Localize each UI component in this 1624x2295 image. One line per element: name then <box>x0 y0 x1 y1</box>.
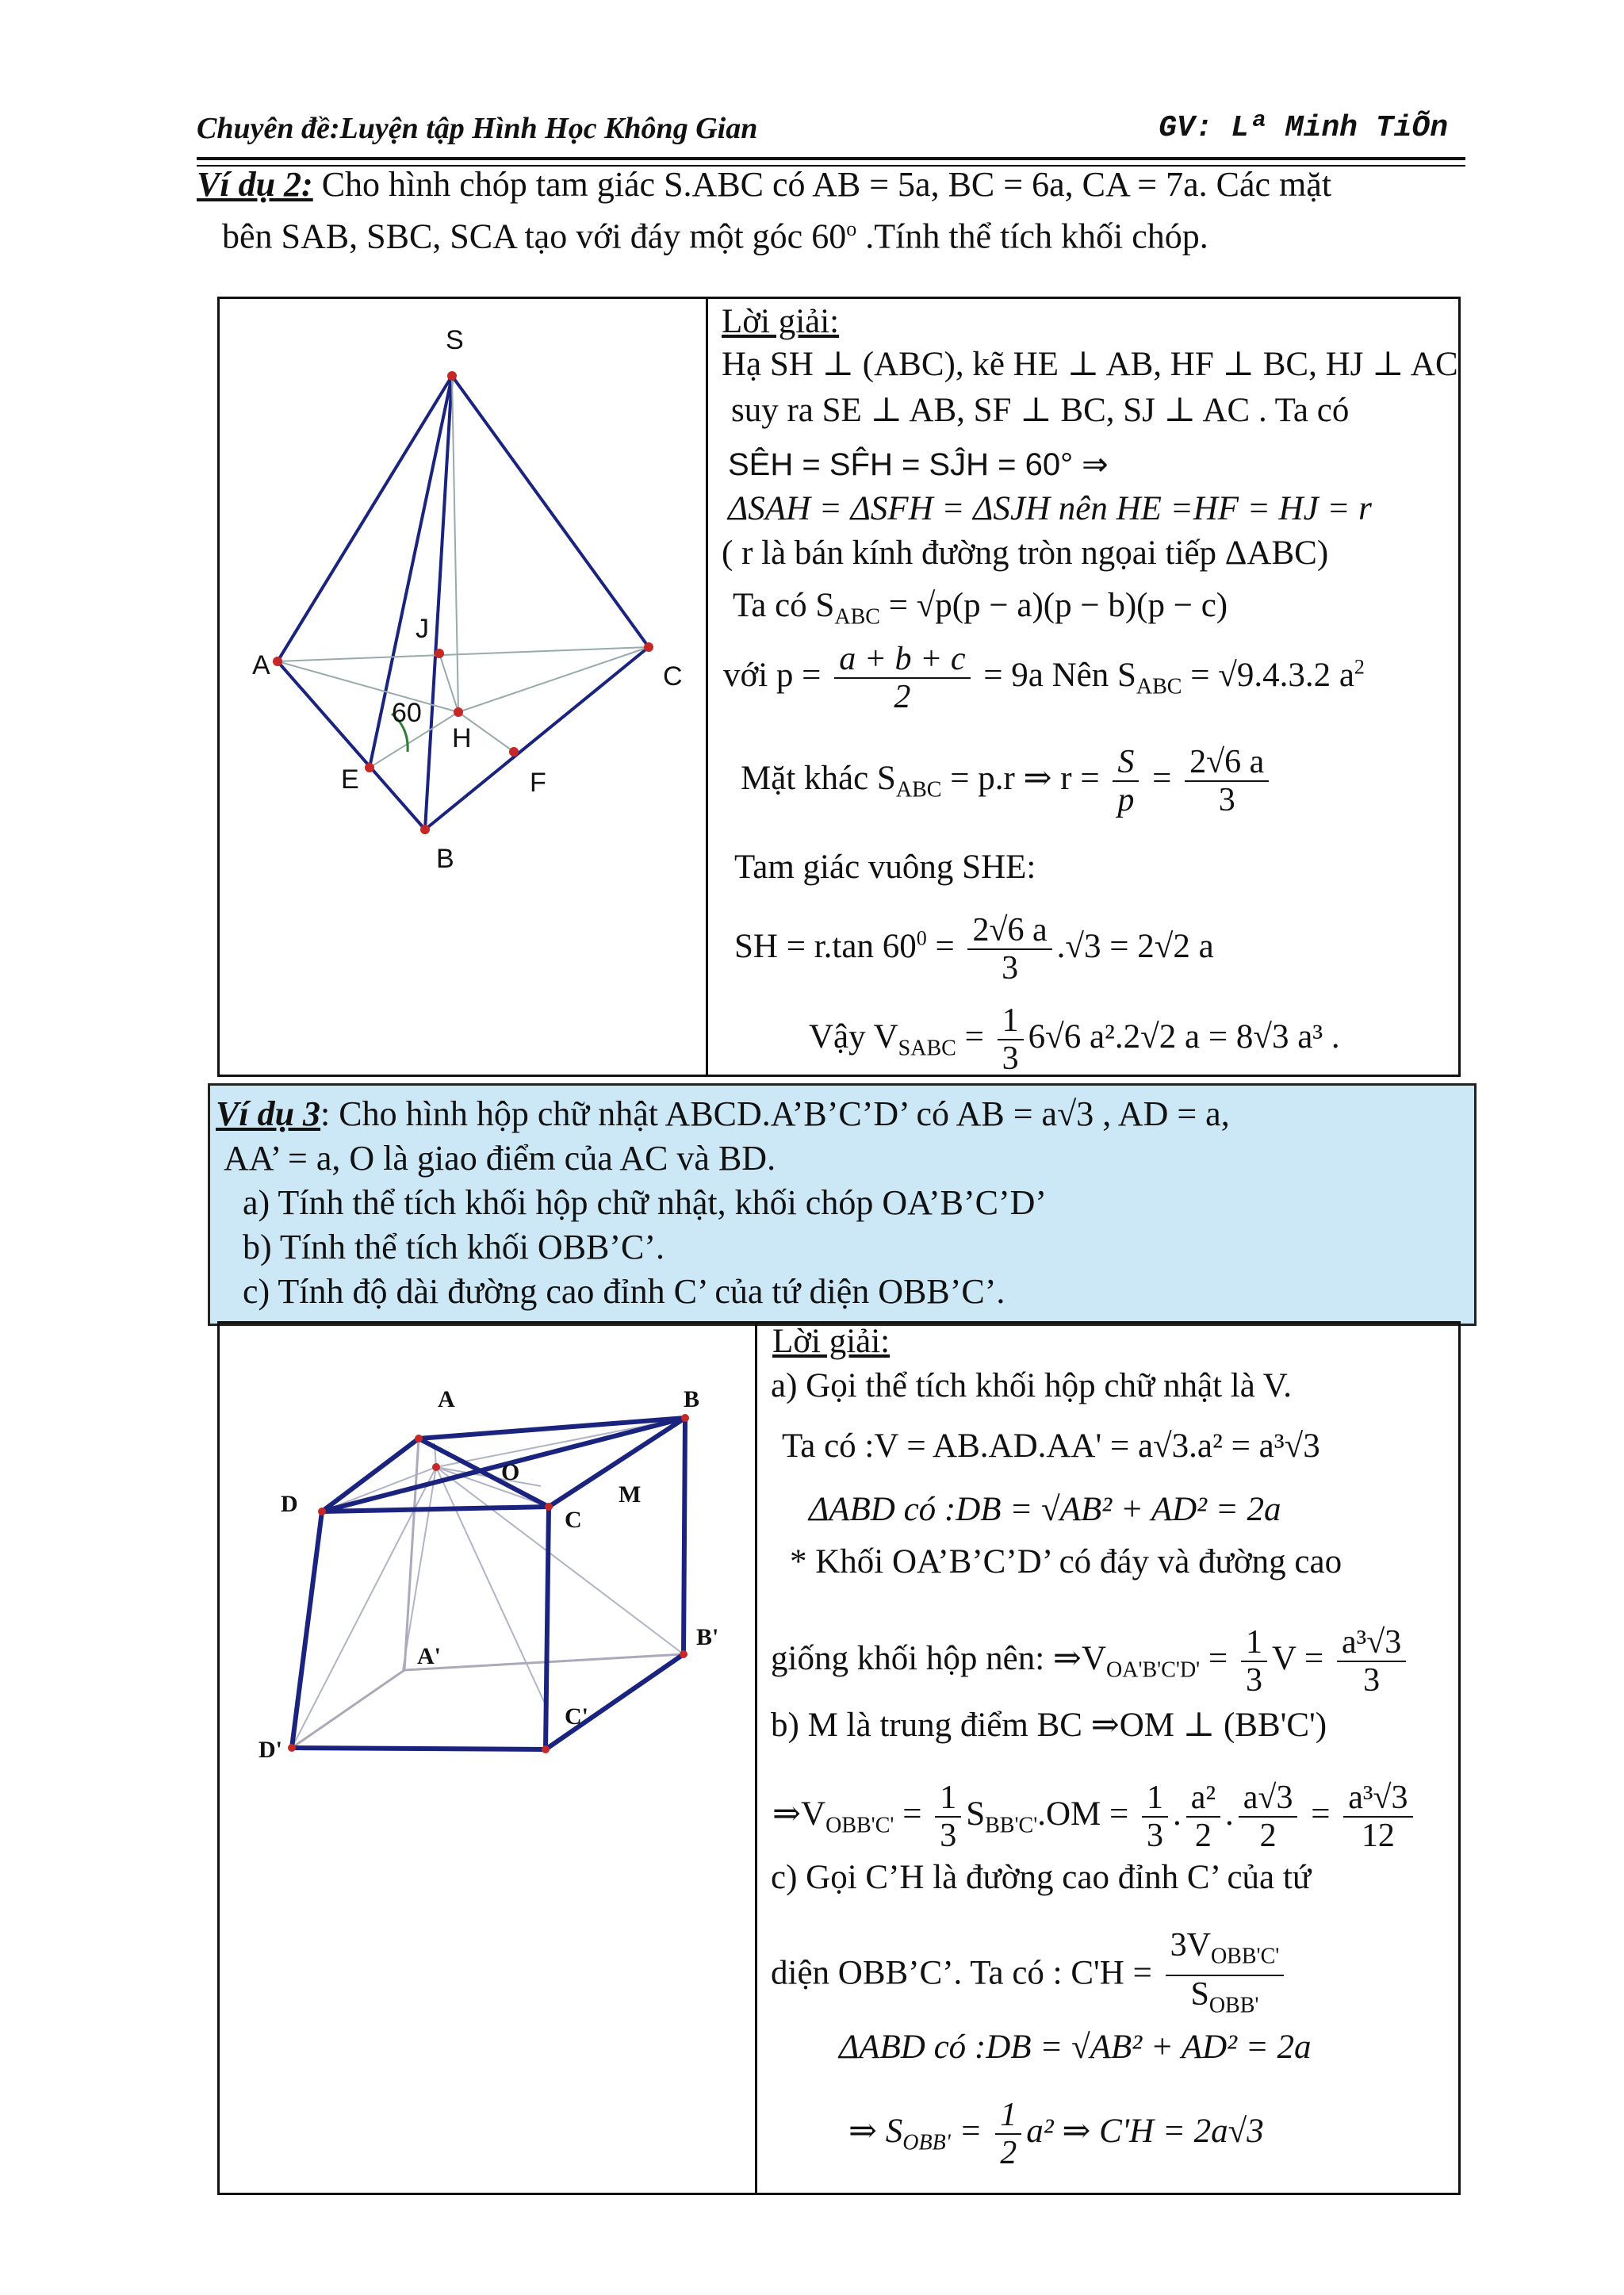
label-F: F <box>530 768 546 798</box>
sol3-s7-mid2: .OM = <box>1037 1795 1138 1833</box>
label3-C: C <box>565 1507 582 1533</box>
frac-num: 1 <box>995 2097 1021 2135</box>
frac-den: 3 <box>1218 782 1235 818</box>
sol3-s7: $\Rightarrow V_{OBB'C'}$ = $\frac{1}{3}$ $S_{BB'C'}.OM$ = $\frac{1}{3}$ . $\frac{\text{a²}}{2}$ . $\frac{a√3}{2}$ = $\frac{\text{a³√3}}{12}$ <box>772 1780 1418 1854</box>
example3-text1: Cho hình hộp chữ nhật ABCD.A’B’C’D’ có AB = a√3 , AD = a, <box>330 1094 1230 1133</box>
sol3-s7-mid-sub: BB'C' <box>985 1813 1038 1838</box>
sol2-l10-prefix: SH = r.tan 60 <box>734 927 917 965</box>
sol2-l1: Hạ SH ⊥ (ABC), kẽ HE ⊥ AB, HF ⊥ BC, HJ ⊥ AC <box>722 346 1458 383</box>
frac-den: 3 <box>940 1818 957 1854</box>
sol2-l8-sub: ABC <box>895 777 942 803</box>
frac-num: a³√3 <box>1343 1780 1412 1818</box>
header-rule <box>197 157 1465 160</box>
fraction-e <box>1343 1780 1412 1854</box>
fraction-c <box>1186 1780 1220 1854</box>
sol2-l10: SH = r.tan $60^0$ = $\frac{2√6 a}{3}$ .√3 = 2√2 a <box>734 912 1214 987</box>
frac-den: 2 <box>894 679 911 715</box>
pyramid-figure <box>220 300 704 1074</box>
sol3-s11-prefix: ⇒ S <box>848 2112 903 2150</box>
frac-den: 2 <box>1194 1818 1212 1854</box>
sol2-l11-end: 6√6 a².2√2 a = 8√3 a³ . <box>1028 1017 1340 1056</box>
example3-line2: AA’ = a, O là giao điểm của AC và BD. <box>224 1139 776 1178</box>
label3-C1: C' <box>565 1703 588 1730</box>
label3-O: O <box>501 1459 520 1485</box>
sol2-l10-sup: 0 <box>916 926 927 950</box>
sol2-l7-sub: ABC <box>1136 674 1182 699</box>
sol2-l4: ΔSAH = ΔSFH = ΔSJH nên HE =HF = HJ = r <box>728 490 1372 527</box>
sol3-s3: ΔABD có :DB = √AB² + AD² = 2a <box>809 1491 1281 1528</box>
label-B: B <box>436 844 454 874</box>
degree-sup: o <box>846 217 857 240</box>
label3-A1: A' <box>417 1643 441 1669</box>
frac-num: 1 <box>1142 1780 1168 1818</box>
label3-M: M <box>619 1481 642 1508</box>
frac-num: a√3 <box>1239 1780 1298 1818</box>
label-S: S <box>446 325 464 355</box>
fraction-sp <box>1113 744 1139 818</box>
example3-divider <box>755 1321 757 2195</box>
sol3-s7-mid: S <box>966 1795 986 1833</box>
sol3-s11: ⇒ $S_{OBB'}$ = $\frac{1}{2}$ a² ⇒ C'H = 2a√3 <box>848 2097 1264 2171</box>
example2-line2 <box>222 208 1208 259</box>
example2-line1 <box>197 163 1331 206</box>
fraction-b <box>1142 1780 1168 1854</box>
sol2-l8: Mặt khác $S_{ABC} = p.r$ ⇒ r = $\frac{S}{p}$ = $\frac{2√6 a}{3}$ <box>741 744 1274 818</box>
frac-den <box>1185 1976 1263 2024</box>
sol2-l2: suy ra SE ⊥ AB, SF ⊥ BC, SJ ⊥ AC . Ta có <box>731 392 1350 429</box>
example2-text1: Cho hình chóp tam giác S.ABC có AB = 5a, BC = 6a, CA = 7a. Các mặt <box>312 165 1332 204</box>
example3-line1 <box>216 1093 1230 1136</box>
sol3-s1: a) Gọi thể tích khối hộp chữ nhật là V. <box>771 1367 1293 1404</box>
frac-den: p <box>1117 782 1135 818</box>
sol3-s5-prefix: giống khối hộp nên: ⇒V <box>771 1639 1107 1677</box>
sol3-s10: ΔABD có :DB = √AB² + AD² = 2a <box>839 2029 1312 2066</box>
label-H: H <box>452 723 472 753</box>
frac-num: a³√3 <box>1337 1624 1406 1662</box>
sol2-l6-eq: = √p(p − a)(p − b)(p − c) <box>879 587 1228 624</box>
sol2-l5: ( r là bán kính đường tròn ngọai tiếp ΔABC) <box>722 534 1329 572</box>
sol3-s6: b) M là trung điểm BC ⇒OM ⊥ (BB'C') <box>771 1707 1327 1744</box>
frac-den: 2 <box>1000 2135 1017 2171</box>
label3-A: A <box>438 1386 455 1412</box>
sol2-l3: SÊH = SF̂H = SĴH = 60° ⇒ <box>728 447 1109 482</box>
sol2-heading: Lời giải: <box>722 303 840 340</box>
label-E: E <box>341 764 359 795</box>
frac-den-main: S <box>1190 1976 1209 2013</box>
frac-den: 12 <box>1361 1818 1395 1854</box>
sol3-s5-mid: V = <box>1271 1639 1333 1677</box>
frac-num <box>1166 1927 1285 1976</box>
fraction-ch <box>1166 1927 1285 2025</box>
label3-D1: D' <box>259 1737 282 1763</box>
sol2-l6 <box>733 584 1228 640</box>
label-C: C <box>663 661 683 692</box>
frac-num: a² <box>1186 1780 1220 1818</box>
frac-num-sub: OBB'C' <box>1210 1944 1280 1969</box>
sol2-l7-end: = √9.4.3.2 a <box>1182 656 1354 694</box>
example3-qc: c) Tính độ dài đường cao đỉnh C’ của tứ diện OBB’C’. <box>243 1272 1005 1311</box>
sol3-s5-eq: = <box>1200 1639 1236 1677</box>
fraction-half <box>995 2097 1021 2171</box>
example3-qa: a) Tính thể tích khối hộp chữ nhật, khối chóp OA’B’C’D’ <box>243 1183 1048 1222</box>
sol3-s4: * Khối OA’B’C’D’ có đáy và đường cao <box>790 1543 1342 1580</box>
sol3-s5 <box>771 1624 1411 1699</box>
label3-B1: B' <box>696 1624 719 1650</box>
fraction-third <box>998 1002 1024 1077</box>
frac-num: 1 <box>998 1002 1024 1040</box>
fraction-third <box>1241 1624 1267 1699</box>
sol2-l11: Vậy $V_{SABC}$ = $\frac{1}{3}$ 6√6 a².2√2 a = 8√3 a³ . <box>809 1002 1340 1077</box>
frac-num: 1 <box>1241 1624 1267 1662</box>
frac-num: 2√6 a <box>967 912 1051 950</box>
sol3-s8: c) Gọi C’H là đường cao đỉnh C’ của tứ <box>771 1859 1312 1896</box>
fraction-p <box>834 641 970 715</box>
fraction-d <box>1239 1780 1298 1854</box>
sol2-l8-prefix: Mặt khác S <box>741 759 896 797</box>
example3-colon: : <box>320 1094 331 1133</box>
example3-title: Ví dụ 3 <box>216 1094 321 1133</box>
frac-den: 3 <box>1002 1040 1019 1077</box>
sol3-s7-sub: OBB'C' <box>825 1813 894 1838</box>
frac-num: 2√6 a <box>1185 744 1269 782</box>
cuboid-figure <box>220 1324 752 1768</box>
frac-num-main: 3V <box>1170 1927 1211 1964</box>
frac-den: 3 <box>1363 1662 1381 1699</box>
frac-den: 3 <box>1147 1818 1164 1854</box>
sol2-l6-prefix: Ta có S <box>733 587 835 624</box>
header-right: GV: Lª Minh TiÕn <box>1159 111 1448 145</box>
sol2-l7 <box>723 641 1365 715</box>
label-angle: 60 <box>392 698 422 728</box>
sol2-l7-mid: = 9a Nên S <box>975 656 1136 694</box>
label3-D: D <box>281 1491 298 1517</box>
example3-qb: b) Tính thể tích khối OBB’C’. <box>243 1228 665 1266</box>
frac-den-sub: OBB' <box>1208 1993 1259 2018</box>
label-A: A <box>252 650 270 680</box>
sol3-s11-sub: OBB' <box>902 2130 951 2155</box>
label3-B: B <box>684 1386 700 1412</box>
sol3-heading: Lời giải: <box>772 1323 891 1360</box>
fraction-a <box>935 1780 961 1854</box>
sol2-l6-sub: ABC <box>834 604 880 630</box>
sol2-l7-sup: 2 <box>1354 655 1365 679</box>
sol3-s9-prefix: diện OBB’C’. Ta có : C'H = <box>771 1954 1161 1992</box>
example2-title: Ví dụ 2: <box>197 165 313 204</box>
sol3-s9 <box>771 1927 1289 2025</box>
sol2-l11-prefix: Vậy V <box>809 1017 898 1056</box>
frac-den: 3 <box>1002 950 1019 987</box>
fraction-v <box>1337 1624 1406 1699</box>
sol3-s11-end: a² ⇒ C'H = 2a√3 <box>1026 2112 1264 2150</box>
sol3-s5-sub: OA'B'C'D' <box>1106 1657 1201 1683</box>
header-left: Chuyên đề:Luyện tập Hình Học Không Gian <box>197 112 758 145</box>
frac-num: S <box>1113 744 1139 782</box>
frac-num: a + b + c <box>834 641 970 679</box>
example2-text2-end: .Tính thể tích khối chóp. <box>856 216 1208 256</box>
frac-den: 2 <box>1259 1818 1277 1854</box>
sol3-s7-prefix: ⇒V <box>772 1795 826 1833</box>
frac-num: 1 <box>935 1780 961 1818</box>
example2-divider <box>706 297 708 1077</box>
sol2-l9: Tam giác vuông SHE: <box>734 849 1036 886</box>
label-J: J <box>416 614 429 644</box>
example2-text2: bên SAB, SBC, SCA tạo với đáy một góc 60 <box>222 216 847 256</box>
sol2-l11-sub: SABC <box>898 1036 956 1061</box>
sol2-l10-end: .√3 = 2√2 a <box>1056 927 1214 965</box>
frac-den: 3 <box>1245 1662 1262 1699</box>
fraction-r <box>1185 744 1269 818</box>
sol3-s2: Ta có :V = AB.AD.AA' = a√3.a² = a³√3 <box>782 1427 1320 1465</box>
sol2-l7-prefix: với p = <box>723 656 830 694</box>
sol2-l8-mid: = p.r ⇒ r = <box>941 759 1109 797</box>
fraction-sh <box>967 912 1051 987</box>
